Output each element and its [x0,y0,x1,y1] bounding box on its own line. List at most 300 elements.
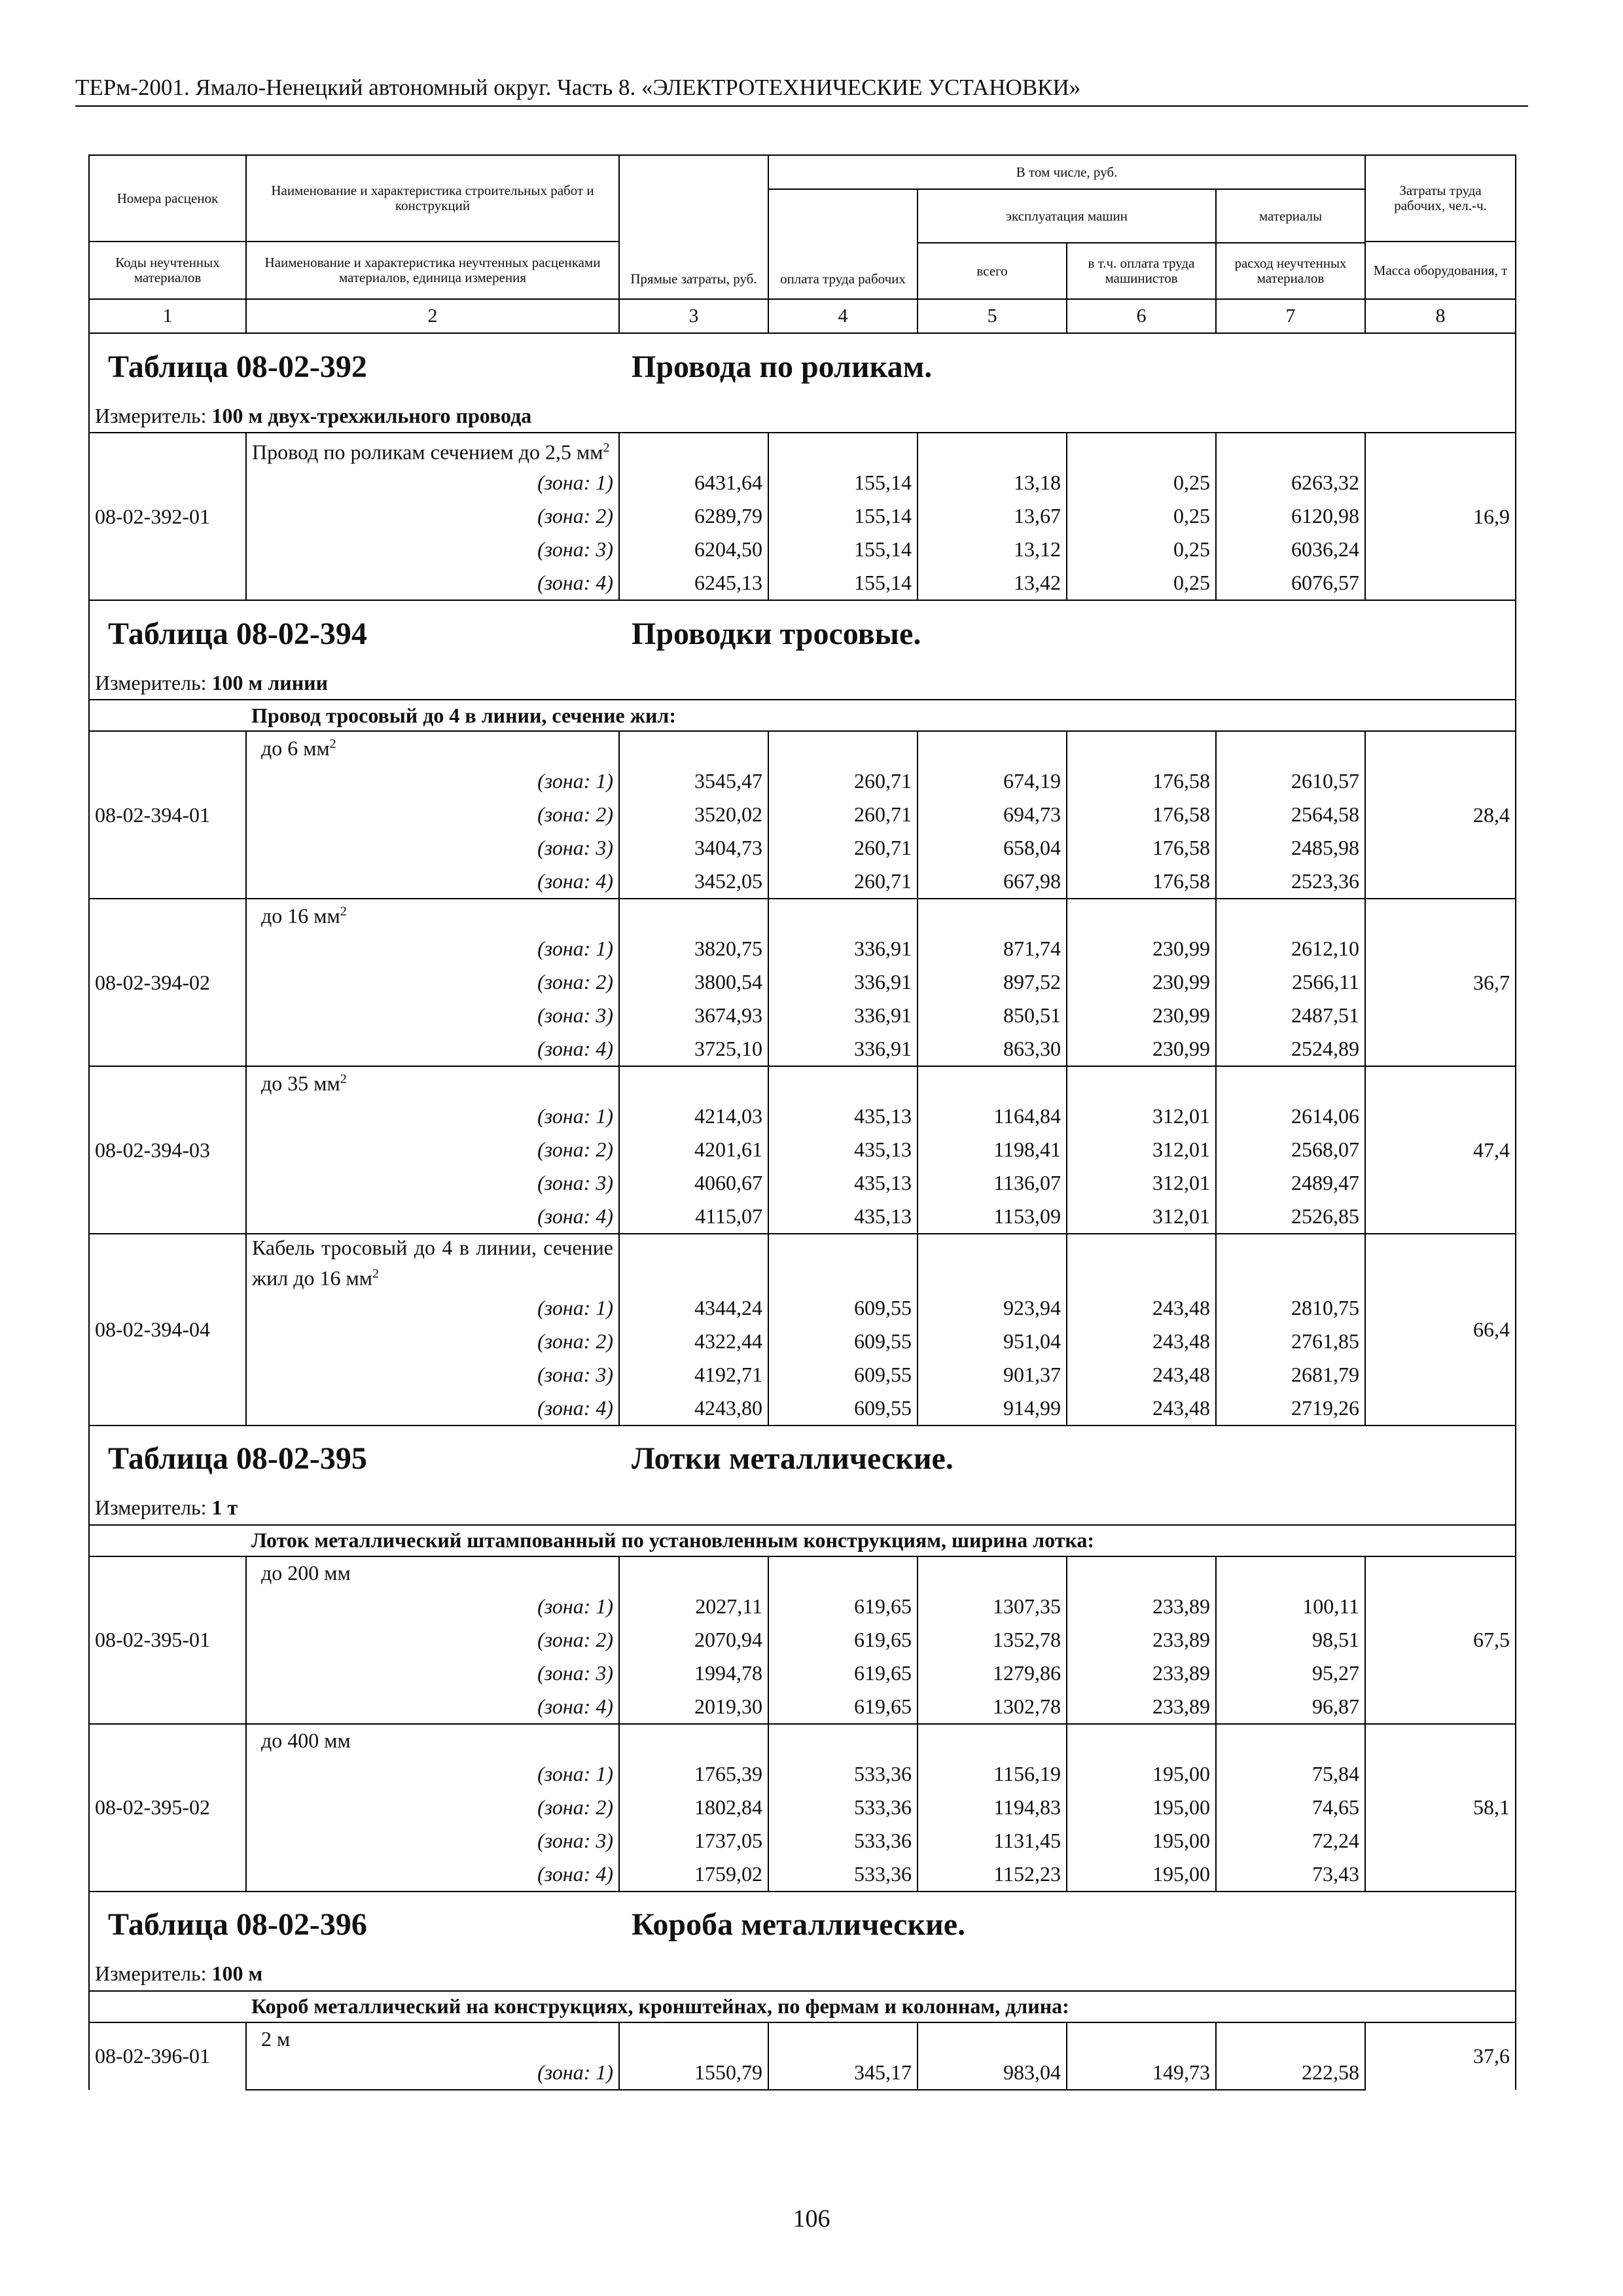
machines-header: эксплуатация машин [918,189,1216,243]
zone-label: (зона: 1) [246,932,619,965]
labor-pay: 609,55 [768,1325,918,1358]
labor-cost: 37,6 [1365,2022,1516,2090]
col8-bottom: Масса оборудования, т [1373,262,1508,278]
machinist-pay: 0,25 [1067,566,1216,600]
superscript: 2 [372,1266,379,1281]
superscript: 2 [329,736,336,751]
zone-label: (зона: 4) [246,566,619,600]
rate-name-text: 2 м [261,2027,291,2051]
rate-name [246,731,619,764]
col1-bottom: Коды неучтенных материалов [115,255,220,285]
direct-cost: 1802,84 [619,1791,768,1824]
zone-row [89,965,1516,999]
table-title: Проводки тросовые. [632,616,921,651]
zone-row [89,1166,1516,1200]
rate-item-row [89,433,1516,466]
materials-cost: 2523,36 [1216,865,1365,899]
zone-label: (зона: 4) [246,1690,619,1724]
materials-cost: 100,11 [1216,1590,1365,1623]
superscript: 2 [340,1071,347,1086]
rate-name-text: до 16 мм [261,903,340,927]
machines-total: 923,94 [918,1291,1067,1325]
materials-cost: 98,51 [1216,1623,1365,1657]
materials-cost: 2610,57 [1216,764,1365,798]
measure-label: Измеритель: [95,670,207,694]
machines-total: 1164,84 [918,1100,1067,1133]
machines-total: 897,52 [918,965,1067,999]
direct-cost: 3725,10 [619,1032,768,1066]
materials-cost: 2614,06 [1216,1100,1365,1133]
labor-pay: 435,13 [768,1133,918,1166]
zone-row [89,2056,1516,2090]
measure-label: Измеритель: [95,403,207,427]
incl-header: В том числе, руб. [768,155,1365,189]
rate-name [246,1724,619,1757]
zone-label: (зона: 3) [246,1824,619,1857]
zone-row [89,1200,1516,1234]
col-number: 3 [619,299,768,333]
col8-top: Затраты труда рабочих, чел.-ч. [1366,156,1515,242]
materials-cost: 6036,24 [1216,533,1365,566]
machinist-pay: 0,25 [1067,533,1216,566]
rate-name-text: Провод по роликам сечением до 2,5 мм [252,440,603,464]
labor-cost: 58,1 [1365,1724,1516,1892]
zone-row [89,865,1516,899]
zone-row [89,1757,1516,1791]
machinist-pay: 243,48 [1067,1325,1216,1358]
direct-cost: 3404,73 [619,831,768,865]
machinist-pay: 230,99 [1067,999,1216,1032]
direct-cost: 4243,80 [619,1391,768,1426]
zone-row [89,499,1516,533]
direct-cost: 4192,71 [619,1358,768,1391]
table-number: Таблица 08-02-392 [108,349,367,384]
machinist-pay: 195,00 [1067,1857,1216,1892]
labor-cost: 28,4 [1365,731,1516,899]
machinist-pay: 243,48 [1067,1358,1216,1391]
zone-label: (зона: 2) [246,965,619,999]
zone-label: (зона: 3) [246,1166,619,1200]
zone-row [89,1623,1516,1657]
labor-cost: 36,7 [1365,899,1516,1066]
labor-pay: 619,65 [768,1657,918,1690]
measure-row [89,1492,1516,1525]
machines-total: 13,42 [918,566,1067,600]
measure-row [89,666,1516,700]
zone-row [89,1032,1516,1066]
machinist-pay: 195,00 [1067,1791,1216,1824]
rate-code: 08-02-396-01 [89,2022,246,2090]
zone-row [89,764,1516,798]
table-body [89,333,1516,2090]
group-heading: Короб металлический на конструкциях, кронштейнах, по фермам и колоннам, длина: [246,1991,1516,2022]
zone-label: (зона: 1) [246,1100,619,1133]
machinist-pay: 176,58 [1067,798,1216,831]
col4-header: оплата труда рабочих [768,189,918,299]
direct-cost: 3674,93 [619,999,768,1032]
labor-pay: 336,91 [768,965,918,999]
zone-label: (зона: 3) [246,533,619,566]
measure-label: Измеритель: [95,1496,207,1520]
machinist-pay: 176,58 [1067,865,1216,899]
direct-cost: 1737,05 [619,1824,768,1857]
rate-item-row [89,1234,1516,1291]
materials-cost: 2526,85 [1216,1200,1365,1234]
zone-label: (зона: 1) [246,764,619,798]
direct-cost: 6245,13 [619,566,768,600]
measure-value: 100 м линии [211,670,329,694]
materials-cost: 6263,32 [1216,466,1365,499]
machines-total: 850,51 [918,999,1067,1032]
table-number: Таблица 08-02-394 [108,616,367,651]
machinist-pay: 176,58 [1067,831,1216,865]
machines-total: 1352,78 [918,1623,1067,1657]
zone-label: (зона: 4) [246,1032,619,1066]
machines-total: 871,74 [918,932,1067,965]
direct-cost: 4214,03 [619,1100,768,1133]
labor-pay: 609,55 [768,1391,918,1426]
direct-cost: 4344,24 [619,1291,768,1325]
zone-row [89,1657,1516,1690]
direct-cost: 1550,79 [619,2056,768,2090]
labor-pay: 155,14 [768,533,918,566]
zone-label: (зона: 1) [246,1590,619,1623]
materials-cost: 2524,89 [1216,1032,1365,1066]
labor-pay: 619,65 [768,1690,918,1724]
labor-pay: 533,36 [768,1824,918,1857]
zone-label: (зона: 3) [246,1657,619,1690]
zone-label: (зона: 3) [246,999,619,1032]
labor-pay: 155,14 [768,499,918,533]
direct-cost: 3800,54 [619,965,768,999]
rate-name-text: до 6 мм [261,736,330,760]
labor-pay: 336,91 [768,1032,918,1066]
labor-cost: 66,4 [1365,1234,1516,1426]
labor-pay: 155,14 [768,566,918,600]
direct-cost: 4115,07 [619,1200,768,1234]
zone-label: (зона: 2) [246,499,619,533]
direct-cost: 3452,05 [619,865,768,899]
machines-total: 1307,35 [918,1590,1067,1623]
table-title: Короба металлические. [632,1907,966,1943]
measure-label: Измеритель: [95,1962,207,1986]
materials-cost: 2810,75 [1216,1291,1365,1325]
rate-name-text: до 35 мм [261,1071,340,1095]
labor-pay: 609,55 [768,1358,918,1391]
zone-row [89,1690,1516,1724]
zone-row [89,1100,1516,1133]
zone-label: (зона: 2) [246,798,619,831]
materials-cost: 96,87 [1216,1690,1365,1724]
labor-cost: 47,4 [1365,1066,1516,1234]
labor-pay: 533,36 [768,1857,918,1892]
zone-label: (зона: 2) [246,1133,619,1166]
col8-header [1365,155,1516,299]
col2-bottom: Наименование и характеристика неучтенных расценками материалов, единица измерения [264,255,601,285]
rate-name [246,2022,619,2056]
zone-row [89,1325,1516,1358]
materials-cost: 72,24 [1216,1824,1365,1857]
zone-row [89,932,1516,965]
col-number: 7 [1216,299,1365,333]
measure-value: 100 м двух-трехжильного провода [211,403,532,427]
machinist-pay: 312,01 [1067,1133,1216,1166]
zone-row [89,831,1516,865]
col3-header: Прямые затраты, руб. [619,155,768,299]
materials-header: материалы [1216,189,1365,243]
labor-pay: 260,71 [768,798,918,831]
rate-name [246,1234,619,1291]
rate-name-text: Кабель тросовый до 4 в линии, сечение жил до 16 мм [252,1236,613,1290]
zone-row [89,1291,1516,1325]
col-number: 1 [89,299,246,333]
labor-pay: 533,36 [768,1757,918,1791]
direct-cost: 3545,47 [619,764,768,798]
rate-name [246,1066,619,1100]
group-heading-row [89,1991,1516,2022]
machines-total: 1194,83 [918,1791,1067,1824]
zone-label: (зона: 2) [246,1791,619,1824]
materials-cost: 2761,85 [1216,1325,1365,1358]
materials-cost: 2487,51 [1216,999,1365,1032]
rate-name-text: до 200 мм [261,1561,351,1585]
materials-cost: 74,65 [1216,1791,1365,1824]
rate-item-row [89,1066,1516,1100]
zone-label: (зона: 3) [246,1358,619,1391]
rate-code: 08-02-392-01 [89,433,246,600]
labor-pay: 336,91 [768,999,918,1032]
machinist-pay: 230,99 [1067,965,1216,999]
rate-name-text: до 400 мм [261,1729,351,1753]
rate-code: 08-02-395-02 [89,1724,246,1892]
machinist-pay: 312,01 [1067,1166,1216,1200]
header-rule [75,105,1528,107]
machines-total: 914,99 [918,1391,1067,1426]
rate-code: 08-02-394-03 [89,1066,246,1234]
measure-value: 100 м [211,1962,263,1986]
direct-cost: 6204,50 [619,533,768,566]
machinist-pay: 312,01 [1067,1200,1216,1234]
zone-row [89,533,1516,566]
rate-item-row [89,1724,1516,1757]
labor-pay: 435,13 [768,1100,918,1133]
materials-cost: 2485,98 [1216,831,1365,865]
machines-total: 1136,07 [918,1166,1067,1200]
direct-cost: 3820,75 [619,932,768,965]
labor-pay: 345,17 [768,2056,918,2090]
machines-total: 1152,23 [918,1857,1067,1892]
machines-total: 694,73 [918,798,1067,831]
table-title-row [89,333,1516,399]
zone-row [89,1590,1516,1623]
group-heading: Лоток металлический штампованный по установленным конструкциям, ширина лотка: [246,1525,1516,1556]
machinist-pay: 230,99 [1067,1032,1216,1066]
col-number: 5 [918,299,1067,333]
rate-item-row [89,2022,1516,2056]
col2-top: Наименование и характеристика строительных работ и конструкций [247,156,618,242]
measure-value: 1 т [211,1496,238,1520]
zone-row [89,566,1516,600]
column-numbers-row [89,299,1516,333]
machines-total: 1156,19 [918,1757,1067,1791]
col-number: 4 [768,299,918,333]
machines-total: 1302,78 [918,1690,1067,1724]
machinist-pay: 312,01 [1067,1100,1216,1133]
col-number: 6 [1067,299,1216,333]
machines-total: 983,04 [918,2056,1067,2090]
materials-cost: 6076,57 [1216,566,1365,600]
machines-total: 1198,41 [918,1133,1067,1166]
machines-total: 13,12 [918,533,1067,566]
col6-header: в т.ч. оплата труда машинистов [1067,243,1216,299]
table-number: Таблица 08-02-396 [108,1907,367,1943]
table-number: Таблица 08-02-395 [108,1441,367,1477]
rate-name [246,899,619,932]
machinist-pay: 230,99 [1067,932,1216,965]
materials-cost: 2681,79 [1216,1358,1365,1391]
direct-cost: 1994,78 [619,1657,768,1690]
materials-cost: 222,58 [1216,2056,1365,2090]
machinist-pay: 233,89 [1067,1590,1216,1623]
machines-total: 13,67 [918,499,1067,533]
measure-row [89,399,1516,433]
machines-total: 1153,09 [918,1200,1067,1234]
rate-code: 08-02-394-01 [89,731,246,899]
col-number: 8 [1365,299,1516,333]
zone-label: (зона: 4) [246,1391,619,1426]
materials-cost: 2566,11 [1216,965,1365,999]
zone-label: (зона: 4) [246,1857,619,1892]
machinist-pay: 195,00 [1067,1757,1216,1791]
machinist-pay: 243,48 [1067,1391,1216,1426]
materials-cost: 2612,10 [1216,932,1365,965]
labor-pay: 609,55 [768,1291,918,1325]
col1-header [89,155,246,299]
machinist-pay: 176,58 [1067,764,1216,798]
col1-top: Номера расценок [90,156,245,242]
rate-code: 08-02-394-04 [89,1234,246,1426]
superscript: 2 [603,440,610,455]
machines-total: 951,04 [918,1325,1067,1358]
rate-name [246,1556,619,1590]
direct-cost: 4060,67 [619,1166,768,1200]
machines-total: 13,18 [918,466,1067,499]
rate-item-row [89,1556,1516,1590]
zone-label: (зона: 4) [246,1200,619,1234]
direct-cost: 2019,30 [619,1690,768,1724]
materials-cost: 2564,58 [1216,798,1365,831]
labor-pay: 619,65 [768,1623,918,1657]
col7-header: расход неучтенных материалов [1216,243,1365,299]
machinist-pay: 0,25 [1067,499,1216,533]
machinist-pay: 233,89 [1067,1657,1216,1690]
zone-row [89,798,1516,831]
group-heading-row [89,700,1516,731]
direct-cost: 6431,64 [619,466,768,499]
direct-cost: 6289,79 [619,499,768,533]
machines-total: 658,04 [918,831,1067,865]
zone-row [89,999,1516,1032]
labor-pay: 260,71 [768,865,918,899]
col5-header: всего [918,243,1067,299]
zone-row [89,1857,1516,1892]
col2-header [246,155,619,299]
labor-pay: 336,91 [768,932,918,965]
machinist-pay: 149,73 [1067,2056,1216,2090]
labor-pay: 435,13 [768,1200,918,1234]
direct-cost: 1765,39 [619,1757,768,1791]
price-table [88,154,1516,2090]
machinist-pay: 243,48 [1067,1291,1216,1325]
direct-cost: 4201,61 [619,1133,768,1166]
machinist-pay: 0,25 [1067,466,1216,499]
labor-cost: 16,9 [1365,433,1516,600]
machines-total: 674,19 [918,764,1067,798]
direct-cost: 4322,44 [619,1325,768,1358]
rate-item-row [89,731,1516,764]
machinist-pay: 195,00 [1067,1824,1216,1857]
superscript: 2 [340,903,347,918]
machines-total: 1279,86 [918,1657,1067,1690]
zone-row [89,1391,1516,1426]
materials-cost: 2568,07 [1216,1133,1365,1166]
materials-cost: 73,43 [1216,1857,1365,1892]
table-title: Провода по роликам. [632,349,933,384]
zone-label: (зона: 4) [246,865,619,899]
zone-row [89,466,1516,499]
machinist-pay: 233,89 [1067,1690,1216,1724]
zone-label: (зона: 1) [246,466,619,499]
materials-cost: 95,27 [1216,1657,1365,1690]
machines-total: 863,30 [918,1032,1067,1066]
zone-label: (зона: 1) [246,1757,619,1791]
rate-name [246,433,619,466]
zone-label: (зона: 2) [246,1325,619,1358]
machines-total: 1131,45 [918,1824,1067,1857]
col-number: 2 [246,299,619,333]
labor-pay: 260,71 [768,831,918,865]
labor-pay: 619,65 [768,1590,918,1623]
labor-pay: 435,13 [768,1166,918,1200]
machinist-pay: 233,89 [1067,1623,1216,1657]
zone-row [89,1133,1516,1166]
table-title-row [89,1426,1516,1492]
labor-pay: 533,36 [768,1791,918,1824]
page-number: 106 [793,2205,830,2233]
materials-cost: 2489,47 [1216,1166,1365,1200]
materials-cost: 2719,26 [1216,1391,1365,1426]
group-heading: Провод тросовый до 4 в линии, сечение жил: [246,700,1516,731]
materials-cost: 75,84 [1216,1757,1365,1791]
table-title-row [89,600,1516,666]
zone-label: (зона: 1) [246,2056,619,2090]
page-header: ТЕРм-2001. Ямало-Ненецкий автономный округ. Часть 8. «ЭЛЕКТРОТЕХНИЧЕСКИЕ УСТАНОВКИ» [75,75,1081,100]
zone-row [89,1824,1516,1857]
direct-cost: 3520,02 [619,798,768,831]
rate-item-row [89,899,1516,932]
group-heading-row [89,1525,1516,1556]
machines-total: 901,37 [918,1358,1067,1391]
labor-cost: 67,5 [1365,1556,1516,1724]
rate-code: 08-02-394-02 [89,899,246,1066]
labor-pay: 155,14 [768,466,918,499]
zone-label: (зона: 3) [246,831,619,865]
measure-row [89,1958,1516,1991]
direct-cost: 2070,94 [619,1623,768,1657]
rate-code: 08-02-395-01 [89,1556,246,1724]
materials-cost: 6120,98 [1216,499,1365,533]
direct-cost: 2027,11 [619,1590,768,1623]
